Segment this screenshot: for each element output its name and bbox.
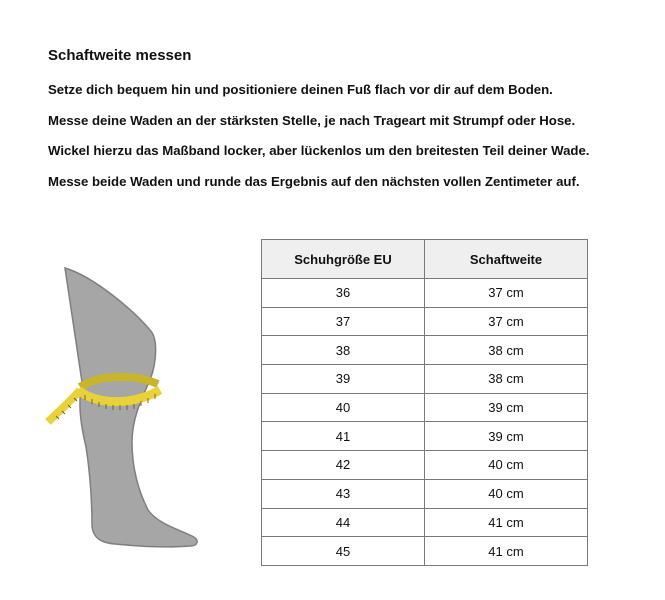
shoe-size-cell: 39 <box>262 365 425 394</box>
shoe-size-cell: 36 <box>262 279 425 308</box>
table-row <box>262 451 588 480</box>
shaft-width-cell: 37 cm <box>425 307 588 336</box>
table-row <box>262 393 588 422</box>
table-row <box>262 365 588 394</box>
tape-loose-end <box>48 390 80 422</box>
table-row <box>262 508 588 537</box>
shaft-width-cell: 39 cm <box>425 393 588 422</box>
table-row <box>262 336 588 365</box>
leg-with-measuring-tape-icon <box>40 262 220 552</box>
table-row <box>262 279 588 308</box>
size-table <box>261 239 588 566</box>
table-header-row <box>262 240 588 279</box>
leg-shape <box>65 268 197 547</box>
shoe-size-cell: 44 <box>262 508 425 537</box>
instruction-step: Setze dich bequem hin und positioniere deinen Fuß flach vor dir auf dem Boden. <box>48 82 553 97</box>
shoe-size-cell: 37 <box>262 307 425 336</box>
instruction-step: Wickel hierzu das Maßband locker, aber lückenlos um den breitesten Teil deiner Wade. <box>48 143 590 158</box>
instruction-list <box>48 82 589 204</box>
column-header-shoe-size: Schuhgröße EU <box>262 240 425 279</box>
shaft-width-cell: 41 cm <box>425 537 588 566</box>
shaft-width-cell: 39 cm <box>425 422 588 451</box>
table-row <box>262 422 588 451</box>
table-row <box>262 537 588 566</box>
shoe-size-cell: 45 <box>262 537 425 566</box>
shaft-width-cell: 37 cm <box>425 279 588 308</box>
shoe-size-cell: 40 <box>262 393 425 422</box>
column-header-shaft-width: Schaftweite <box>425 240 588 279</box>
shoe-size-cell: 41 <box>262 422 425 451</box>
page-title: Schaftweite messen <box>48 47 192 64</box>
shoe-size-cell: 38 <box>262 336 425 365</box>
instruction-step: Messe beide Waden und runde das Ergebnis auf den nächsten vollen Zentimeter auf. <box>48 173 580 189</box>
shaft-width-cell: 40 cm <box>425 451 588 480</box>
shaft-width-cell: 40 cm <box>425 479 588 508</box>
shoe-size-cell: 42 <box>262 451 425 480</box>
shoe-size-cell: 43 <box>262 479 425 508</box>
table-row <box>262 479 588 508</box>
shaft-width-cell: 38 cm <box>425 365 588 394</box>
shaft-width-cell: 38 cm <box>425 336 588 365</box>
table-row <box>262 307 588 336</box>
shaft-width-cell: 41 cm <box>425 508 588 537</box>
instruction-step: Messe deine Waden an der stärksten Stelle, je nach Trageart mit Strumpf oder Hose. <box>48 112 576 128</box>
